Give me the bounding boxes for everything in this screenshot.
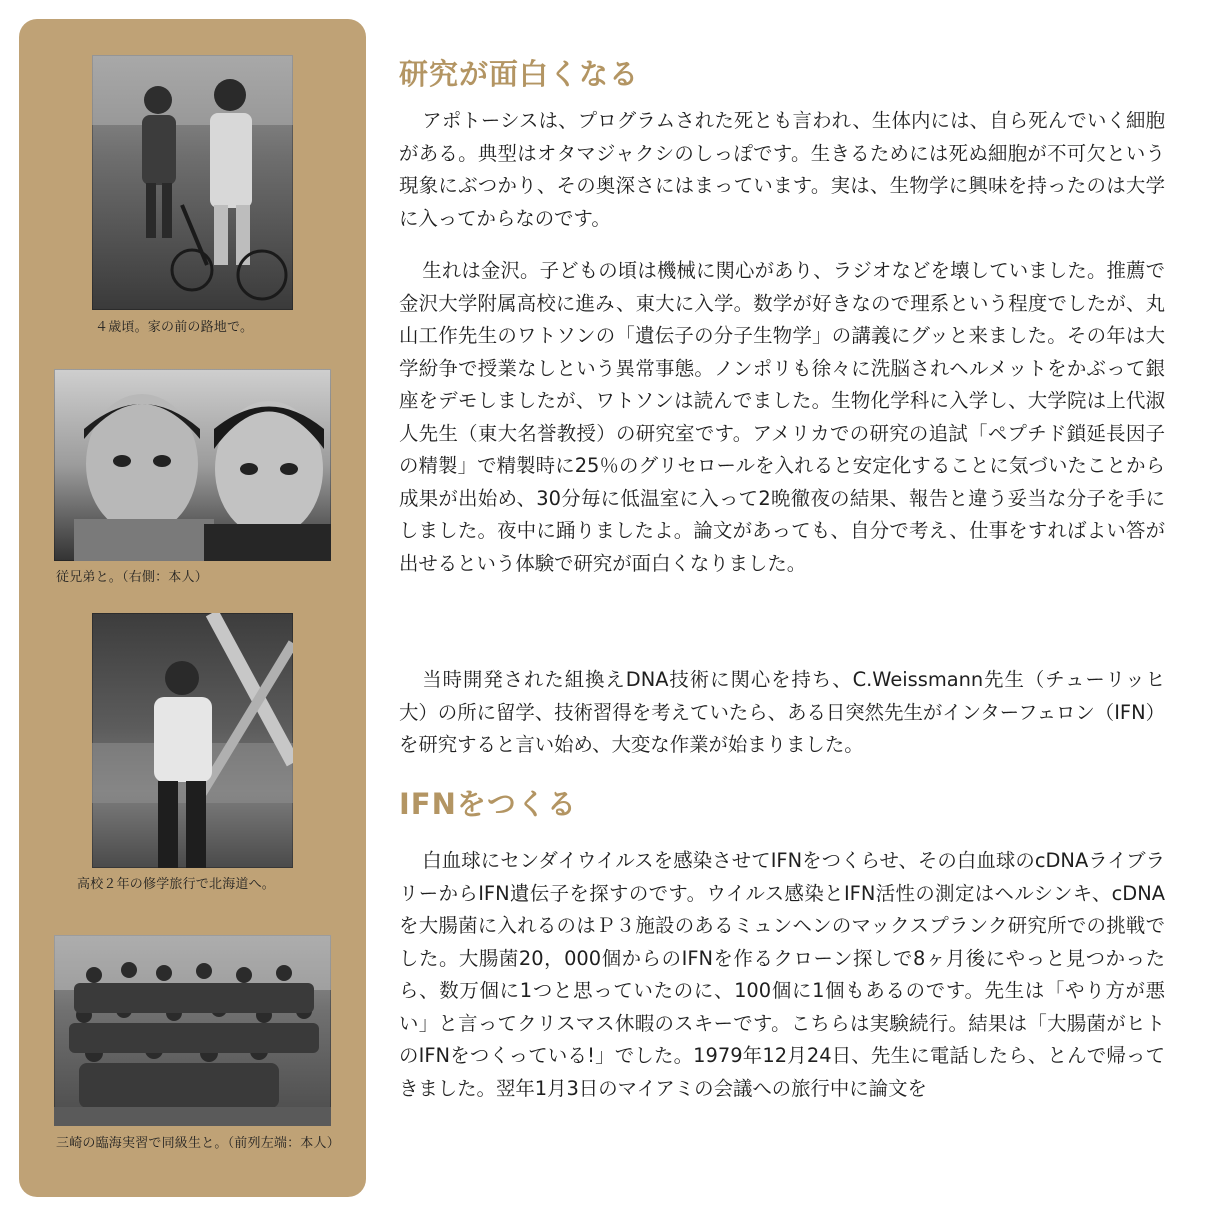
photo-caption: 従兄弟と。（右側：本人） bbox=[56, 570, 208, 585]
photo-cousins-image bbox=[54, 369, 331, 561]
photo-school-trip bbox=[92, 613, 293, 868]
photo-caption: ４歳頃。家の前の路地で。 bbox=[95, 320, 254, 335]
photo-school-trip-image bbox=[92, 613, 293, 868]
photo-childhood-street-image bbox=[92, 55, 293, 310]
section-heading: IFNをつくる bbox=[399, 787, 577, 821]
photo-caption: 三崎の臨海実習で同級生と。（前列左端：本人） bbox=[56, 1136, 340, 1151]
body-paragraph: 生れは金沢。子どもの頃は機械に関心があり、ラジオなどを壊していました。推薦で金沢大学附属高校に進み、東大に入学。数学が好きなので理系という程度でしたが、丸山工作先生のワトソンの「遺伝子の分子生物学」の講義にグッと来ました。その年は大学紛争で授業なしという異常事態。ノンポリも徐々に洗脳されヘルメットをかぶって銀座をデモしましたが、ワトソンは読んでました。生物化学科に入学し、大学院は上代淑人先生（東大名誉教授）の研究室です。アメリカでの研究の追試「ペプチド鎖延長因子の精製」で精製時に25％のグリセロールを入れると安定化することに気づいたことから成果が出始め、30分毎に低温室に入って2晩徹夜の結果、報告と違う妥当な分子を手にしました。夜中に踊りましたよ。論文があっても、自分で考え、仕事をすればよい答が出せるという体験で研究が面白くなりました。 bbox=[399, 259, 1165, 575]
body-paragraph: 当時開発された組換えDNA技術に関心を持ち、C.Weissmann先生（チューリッヒ大）の所に留学、技術習得を考えていたら、ある日突然先生がインターフェロン（IFN）を研究すると言い始め、大変な作業が始まりました。 bbox=[399, 668, 1165, 756]
photo-childhood-street bbox=[92, 55, 293, 310]
body-paragraph: 白血球にセンダイウイルスを感染させてIFNをつくらせ、その白血球のcDNAライブラリーからIFN遺伝子を探すのです。ウイルス感染とIFN活性の測定はヘルシンキ、cDNAを大腸菌に入れるのはＰ３施設のあるミュンヘンのマックスプランク研究所での挑戦でした。大腸菌20，000個からのIFNを作るクローン探しで8ヶ月後にやっと見つかったら、数万個に1つと思っていたのに、100個に1個もあるのです。先生は「やり方が悪い」と言ってクリスマス休暇のスキーです。こちらは実験続行。結果は「大腸菌がヒトのIFNをつくっている!」でした。1979年12月24日、先生に電話したら、とんで帰ってきました。翌年1月3日のマイアミの会議への旅行中に論文を bbox=[399, 849, 1165, 1100]
section-heading: 研究が面白くなる bbox=[399, 57, 640, 91]
photo-classmates-image bbox=[54, 935, 331, 1126]
photo-cousins bbox=[54, 369, 331, 561]
body-paragraph: アポトーシスは、プログラムされた死とも言われ、生体内には、自ら死んでいく細胞がある。典型はオタマジャクシのしっぽです。生きるためには死ぬ細胞が不可欠という現象にぶつかり、その奥深さにはまっています。実は、生物学に興味を持ったのは大学に入ってからなのです。 bbox=[399, 109, 1165, 230]
photo-classmates bbox=[54, 935, 331, 1126]
photo-caption: 高校２年の修学旅行で北海道へ。 bbox=[77, 877, 276, 892]
